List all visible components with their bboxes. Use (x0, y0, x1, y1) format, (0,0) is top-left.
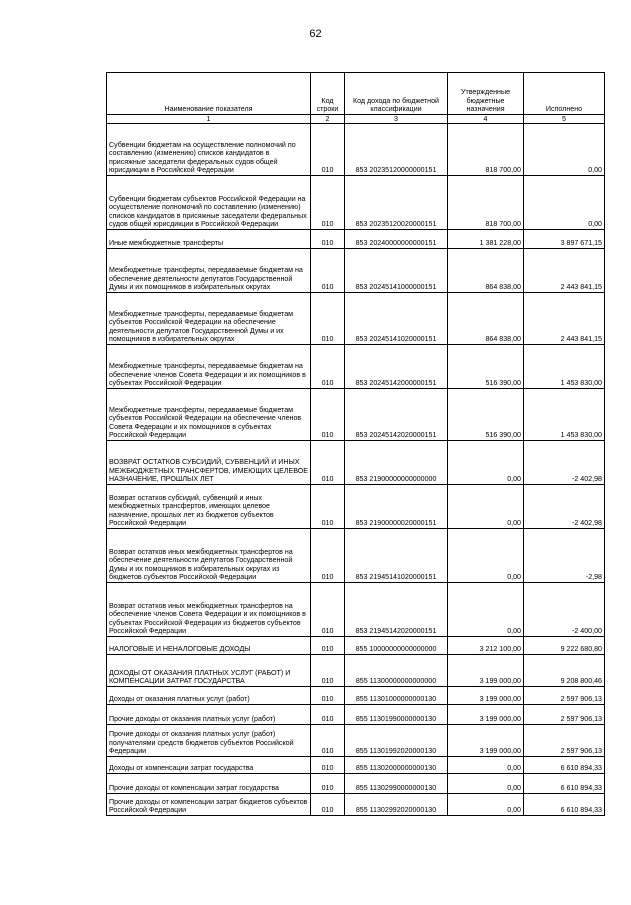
row-line-code: 010 (311, 794, 345, 816)
row-executed-amount: 9 222 680,80 (524, 637, 605, 655)
column-number: 5 (524, 115, 605, 124)
row-executed-amount: 0,00 (524, 176, 605, 230)
table-row (107, 485, 605, 529)
table-body (107, 124, 605, 816)
row-income-code: 855 11301000000000130 (345, 687, 448, 705)
table-row (107, 249, 605, 293)
table-row (107, 725, 605, 757)
table-row (107, 441, 605, 485)
row-income-code: 855 11302000000000130 (345, 757, 448, 774)
header-executed: Исполнено (524, 73, 605, 115)
row-income-code: 853 20245142020000151 (345, 389, 448, 441)
row-executed-amount: 2 443 841,15 (524, 293, 605, 345)
budget-execution-table (106, 72, 605, 816)
column-number: 2 (311, 115, 345, 124)
row-indicator-name: Межбюджетные трансферты, передаваемые бюджетам на обеспечение деятельности депутатов Государственной Думы и их помощников в избирательных округах (107, 249, 311, 293)
row-indicator-name: Межбюджетные трансферты, передаваемые бюджетам на обеспечение членов Совета Федерации и их помощников в субъектах Российской Федерации (107, 345, 311, 389)
table-row (107, 293, 605, 345)
table-row (107, 794, 605, 816)
row-approved-amount: 3 212 100,00 (448, 637, 524, 655)
row-approved-amount: 864 838,00 (448, 293, 524, 345)
header-indicator-name: Наименование показателя (107, 73, 311, 115)
row-line-code: 010 (311, 345, 345, 389)
row-income-code: 853 21945142020000151 (345, 583, 448, 637)
table-row (107, 529, 605, 583)
row-income-code: 853 20245142000000151 (345, 345, 448, 389)
row-indicator-name: Межбюджетные трансферты, передаваемые бюджетам субъектов Российской Федерации на обеспечение членов Совета Федерации и их помощников в субъектах Российской Федерации (107, 389, 311, 441)
row-approved-amount: 818 700,00 (448, 176, 524, 230)
row-indicator-name: Возврат остатков иных межбюджетных трансфертов на обеспечение членов Совета Федерации и их помощников в субъектах Российской Федерации из бюджетов субъектов Российской Федерации (107, 583, 311, 637)
table-row (107, 345, 605, 389)
column-number: 4 (448, 115, 524, 124)
row-approved-amount: 0,00 (448, 441, 524, 485)
table-row (107, 774, 605, 794)
header-income-code: Код дохода по бюджетной классификации (345, 73, 448, 115)
row-indicator-name: Возврат остатков субсидий, субвенций и иных межбюджетных трансфертов, имеющих целевое назначение, прошлых лет из бюджетов субъектов Российской Федерации (107, 485, 311, 529)
row-income-code: 855 11301992020000130 (345, 725, 448, 757)
row-executed-amount: 9 208 800,46 (524, 655, 605, 687)
row-income-code: 855 11302990000000130 (345, 774, 448, 794)
row-approved-amount: 0,00 (448, 774, 524, 794)
page-number: 62 (309, 28, 322, 40)
row-indicator-name: Прочие доходы от компенсации затрат государства (107, 774, 311, 794)
column-number-row (107, 115, 605, 124)
row-executed-amount: -2,98 (524, 529, 605, 583)
row-income-code: 853 20245141000000151 (345, 249, 448, 293)
row-line-code: 010 (311, 725, 345, 757)
row-approved-amount: 818 700,00 (448, 124, 524, 176)
table-row (107, 705, 605, 725)
row-line-code: 010 (311, 705, 345, 725)
row-approved-amount: 0,00 (448, 794, 524, 816)
row-line-code: 010 (311, 529, 345, 583)
row-line-code: 010 (311, 124, 345, 176)
row-line-code: 010 (311, 655, 345, 687)
row-line-code: 010 (311, 230, 345, 249)
table-row (107, 176, 605, 230)
table-row (107, 687, 605, 705)
row-executed-amount: -2 400,00 (524, 583, 605, 637)
row-approved-amount: 516 390,00 (448, 345, 524, 389)
table-row (107, 637, 605, 655)
row-indicator-name: Межбюджетные трансферты, передаваемые бюджетам субъектов Российской Федерации на обеспечение деятельности депутатов Государственной Думы и их помощников в избирательных округах (107, 293, 311, 345)
row-income-code: 855 10000000000000000 (345, 637, 448, 655)
row-executed-amount: 0,00 (524, 124, 605, 176)
row-line-code: 010 (311, 389, 345, 441)
table-row (107, 757, 605, 774)
header-line-code: Код строки (311, 73, 345, 115)
table-row (107, 389, 605, 441)
row-executed-amount: 2 597 906,13 (524, 687, 605, 705)
row-executed-amount: 2 597 906,13 (524, 725, 605, 757)
row-approved-amount: 3 199 000,00 (448, 687, 524, 705)
row-executed-amount: 1 453 830,00 (524, 389, 605, 441)
row-approved-amount: 0,00 (448, 529, 524, 583)
row-line-code: 010 (311, 441, 345, 485)
table-row (107, 230, 605, 249)
row-indicator-name: Иные межбюджетные трансферты (107, 230, 311, 249)
row-executed-amount: 3 897 671,15 (524, 230, 605, 249)
row-income-code: 853 20240000000000151 (345, 230, 448, 249)
row-approved-amount: 1 381 228,00 (448, 230, 524, 249)
row-line-code: 010 (311, 293, 345, 345)
row-line-code: 010 (311, 687, 345, 705)
row-income-code: 853 20235120020000151 (345, 176, 448, 230)
row-income-code: 853 20245141020000151 (345, 293, 448, 345)
row-indicator-name: Прочие доходы от оказания платных услуг (работ) получателями средств бюджетов субъектов Российской Федерации (107, 725, 311, 757)
row-income-code: 853 20235120000000151 (345, 124, 448, 176)
row-income-code: 855 11301990000000130 (345, 705, 448, 725)
row-income-code: 855 11302992020000130 (345, 794, 448, 816)
row-executed-amount: 2 597 906,13 (524, 705, 605, 725)
row-indicator-name: Доходы от оказания платных услуг (работ) (107, 687, 311, 705)
table-header-row (107, 73, 605, 115)
row-approved-amount: 864 838,00 (448, 249, 524, 293)
row-executed-amount: 1 453 830,00 (524, 345, 605, 389)
row-line-code: 010 (311, 637, 345, 655)
table-row (107, 655, 605, 687)
header-approved: Утвержденные бюджетные назначения (448, 73, 524, 115)
row-income-code: 855 11300000000000000 (345, 655, 448, 687)
row-indicator-name: Прочие доходы от оказания платных услуг (работ) (107, 705, 311, 725)
row-approved-amount: 3 199 000,00 (448, 655, 524, 687)
row-indicator-name: ДОХОДЫ ОТ ОКАЗАНИЯ ПЛАТНЫХ УСЛУГ (РАБОТ) И КОМПЕНСАЦИИ ЗАТРАТ ГОСУДАРСТВА (107, 655, 311, 687)
row-executed-amount: 6 610 894,33 (524, 757, 605, 774)
row-approved-amount: 3 199 000,00 (448, 705, 524, 725)
row-line-code: 010 (311, 485, 345, 529)
column-number: 1 (107, 115, 311, 124)
row-executed-amount: 6 610 894,33 (524, 794, 605, 816)
row-line-code: 010 (311, 583, 345, 637)
column-number: 3 (345, 115, 448, 124)
row-line-code: 010 (311, 774, 345, 794)
row-executed-amount: 6 610 894,33 (524, 774, 605, 794)
row-income-code: 853 21945141020000151 (345, 529, 448, 583)
row-indicator-name: Доходы от компенсации затрат государства (107, 757, 311, 774)
table-row (107, 124, 605, 176)
row-executed-amount: 2 443 841,15 (524, 249, 605, 293)
row-line-code: 010 (311, 249, 345, 293)
row-indicator-name: Субвенции бюджетам субъектов Российской Федерации на осуществление полномочий по составлению (изменению) списков кандидатов в присяжные заседатели федеральных судов общей юрисдикции в Российской Федерации (107, 176, 311, 230)
row-indicator-name: ВОЗВРАТ ОСТАТКОВ СУБСИДИЙ, СУБВЕНЦИЙ И ИНЫХ МЕЖБЮДЖЕТНЫХ ТРАНСФЕРТОВ, ИМЕЮЩИХ ЦЕЛЕВОЕ НАЗНАЧЕНИЕ, ПРОШЛЫХ ЛЕТ (107, 441, 311, 485)
row-indicator-name: Возврат остатков иных межбюджетных трансфертов на обеспечение деятельности депутатов Государственной Думы и их помощников в избирательных округах из бюджетов субъектов Российской Федерации (107, 529, 311, 583)
row-income-code: 853 21900000000000000 (345, 441, 448, 485)
row-income-code: 853 21900000020000151 (345, 485, 448, 529)
row-approved-amount: 0,00 (448, 485, 524, 529)
table-row (107, 583, 605, 637)
row-indicator-name: Прочие доходы от компенсации затрат бюджетов субъектов Российской Федерации (107, 794, 311, 816)
row-approved-amount: 516 390,00 (448, 389, 524, 441)
row-indicator-name: Субвенции бюджетам на осуществление полномочий по составлению (изменению) списков кандидатов в присяжные заседатели федеральных судов общей юрисдикции в Российской Федерации (107, 124, 311, 176)
row-line-code: 010 (311, 176, 345, 230)
row-line-code: 010 (311, 757, 345, 774)
row-executed-amount: -2 402,98 (524, 485, 605, 529)
row-approved-amount: 0,00 (448, 757, 524, 774)
row-approved-amount: 0,00 (448, 583, 524, 637)
row-indicator-name: НАЛОГОВЫЕ И НЕНАЛОГОВЫЕ ДОХОДЫ (107, 637, 311, 655)
row-executed-amount: -2 402,98 (524, 441, 605, 485)
row-approved-amount: 3 199 000,00 (448, 725, 524, 757)
